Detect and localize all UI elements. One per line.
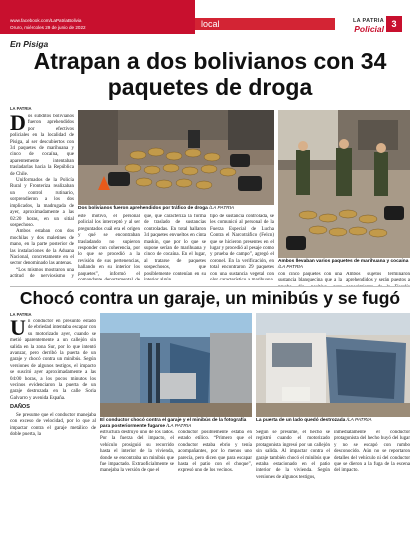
brand-logo [334, 18, 384, 34]
destroyed-door-caption [256, 418, 410, 424]
story2-byline: LA PATRIA [10, 312, 32, 317]
story2-headline: Chocó contra un garaje, un minibús y se fugó [19, 288, 401, 308]
brand-top: LA PATRIA [352, 18, 384, 24]
crashed-garage-photo [100, 313, 252, 417]
story1-paragraph: os súbditos bolivianos fueron aprehendidos por efectivos policiales en la localidad de Pisiga, al ser descubiertos con 34 paquetes de marihuana y cinco de cocaína, que aparentemente intentaban trasladarlas hacia la República de Chile. [10, 114, 74, 177]
date-line: Oruro, miércoles 29 de junio de 2022 [10, 25, 86, 30]
crashed-garage-image [100, 313, 252, 417]
story2-column-2: estructura destruyó uno de los lados. Por la fuerza del impacto, el vehículo prosiguió su recorrido hasta el interior de la vivienda, donde se encontraba un minibús que fue impactado. Extraoficialmente se manejaba la versión de que el [100, 430, 174, 474]
story1-column-1 [10, 114, 74, 280]
photo1-credit: /LA PATRIA [209, 206, 235, 211]
story2-subhead: DAÑOS [10, 404, 30, 411]
story2-paragraph: Se presume que el conductor manejaba con exceso de velocidad, por lo que al impactar contra el garaje metálico de doble puerta, la [10, 412, 96, 437]
story1-column-5: Ambos sujetos terminaron aprehendidos y serán puestos a [346, 272, 410, 284]
photo4-credit: /LA PATRIA [346, 418, 372, 423]
photo2-credit: /LA PATRIA [278, 264, 303, 270]
drug-packages-image [78, 110, 274, 205]
story1-column-2: este motivo, el personal policial los interceptó y al ser preguntados cuál era el origen y qué se encontraban trasladando no supieron responder con coherencia, por lo que se procedió a la revisión de sus pertenencias, hallando en su interior los paquetes”, informó el [78, 214, 140, 277]
drug-packages-caption [78, 206, 274, 212]
police-photo [278, 110, 410, 258]
photo2-caption-text: Ambos llevaban varios paquetes de marihuana y cocaína [278, 259, 409, 264]
story1-paragraph: Ambos estaban con dos mochilas y dos maletines de mano, en la parte posterior de las instalaciones de la Aduana Nacional, concretamente en el sector denominado las antenas. [10, 229, 74, 267]
story2-paragraph: n conductor en presunto estado de ebriedad intentaba escapar con su motorizado ayer, cuando se metió aparentemente a un callejón sin salida en la zona Sur, por lo que intentó avanzar, pero derribó la puerta de un garaje y chocó contra un minibús. Según versiones de algunos testigos, el impacto se suscitó ayer aproximadamente a las 04:00 horas, a los pocos minutos los vecinos evidenciaron la puerta de un garaje destrozada en la calle Soria Galvarro y avenida España. [10, 319, 96, 401]
story2-column-5: inmediatamente el conductor protagonista del hecho huyó del lugar y no se escapó con rumbo desconocido. Aún no se reportaron detalles del vehículo ni del conductor que se dieron a la fuga de la escena del impacto. [334, 430, 410, 474]
story1-column-5-top: con cinco paquetes con una sustancia blanquecina que a la [278, 272, 342, 284]
story2-dropcap: U [10, 319, 26, 340]
photo3-credit: /LA PATRIA [166, 423, 192, 429]
story2-column-4: Según se presume, el hecho se registró cuando el motorizado protagonista ingresó por un callejón sin salida. Al impactar contra el garaje también chocó el minibús que estaba estacionado en el patio interior de la vivienda. Según versiones de algunos testigos, [256, 430, 330, 480]
story2-column-1 [10, 319, 96, 529]
masthead-bar [0, 0, 420, 34]
brand-bottom: Policial [354, 24, 384, 34]
photo4-caption-text: La puerta de un lado quedó destrozada [256, 418, 346, 423]
story2-column-3: conductor posiblemente estaba en estado etílico. “Primero que el conductor estaba ebrio y tenía acompañantes, por lo menos uno parecía, pero dicen que para escapar hasta el patio con el choque”, expresó uno de los vecinos. [178, 430, 252, 474]
story1-headline: Atrapan a dos bolivianos con 34 paquetes de droga [33, 48, 387, 100]
section-label: local [195, 18, 335, 30]
story1-column-4: tipo de sustancia controlada, se les comunicó al personal de la Fuerza Especial de Lucha Contra el Narcotráfico (Felcn) que se hicieron presentes en el lugar y procedió al pesaje como y prueba de campo”, agregó el coronel. En la verificación, en total encontraron 29 paquetes con una sustancia vegetal con [210, 214, 274, 277]
story1-paragraph: Uniformados de la Policía Rural y Fronteriza realizaban un control rutinario, sorprendieron a los dos implicados, la madrugada de ayer, aproximadamente a las 02:20 horas, en un sitial sospechoso. [10, 178, 74, 228]
police-caption [278, 259, 410, 271]
photo1-caption-text: Dos bolivianos fueron aprehendidos por tráfico de droga [78, 206, 208, 211]
destroyed-door-photo [256, 313, 410, 417]
photo3-caption-text: El conductor chocó contra el garaje y el minibús de la fotografía para posteriormente fugarse [100, 418, 247, 429]
destroyed-door-image [256, 313, 410, 417]
story1-dropcap: D [10, 114, 26, 135]
crashed-garage-caption [100, 418, 252, 430]
story1-kicker: En Pisiga [10, 39, 49, 49]
story1-paragraph: “Los mismos mostraron una actitud de nerviosismo y [10, 267, 74, 280]
page-number: 3 [386, 16, 402, 32]
story1-byline: LA PATRIA [10, 106, 32, 111]
story1-column-3: que, que caracteriza la forma de traslado de sustancias controladas. En total hallaron 34 paquetes envueltos en cinta maskin, que por lo que se supone serían de marihuana y cinco de cocaína. En el lugar, al tratarse de paquetes sospechosos, que posiblemente contenían en su [144, 214, 206, 277]
site-line: www.facebook.com/LaPatriaBolivia [10, 18, 82, 23]
drug-packages-photo [78, 110, 274, 205]
police-image [278, 110, 410, 258]
masthead-red-block [0, 0, 195, 34]
